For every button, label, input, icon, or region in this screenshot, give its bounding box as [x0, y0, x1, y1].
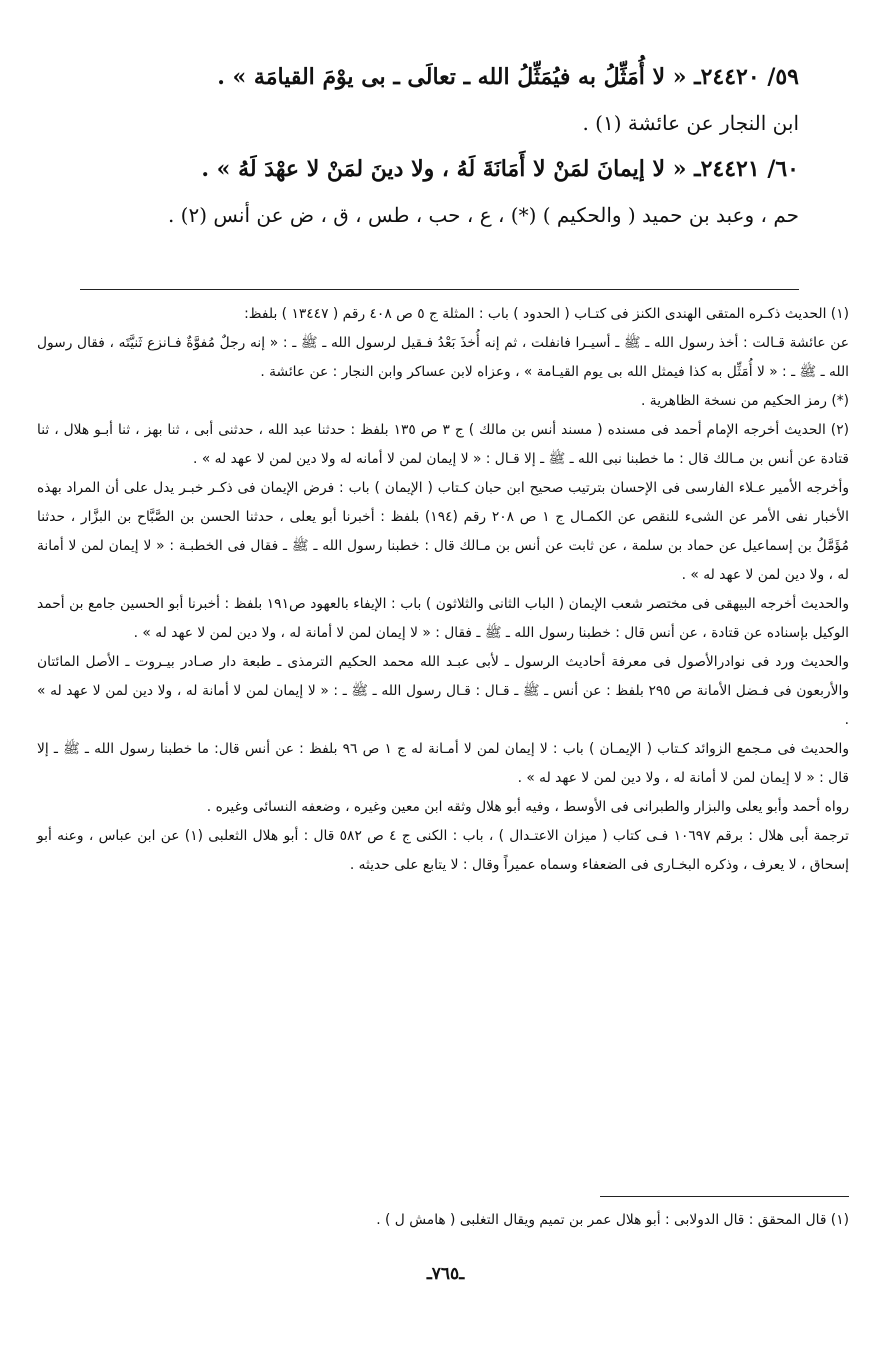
footnote-1-heading: (١) الحديث ذكـره المتقى الهندى الكنز فى كتـاب ( الحدود ) باب : المثلة ج ٥ ص ٤٠٨ رقم ( ١٣٤٤٧ ) بلفظ:	[244, 306, 849, 322]
footnote-2-mizan: ترجمة أبى هلال : برقم ١٠٦٩٧ فـى كتاب ( ميزان الاعتـدال ) ، باب : الكنى ج ٤ ص ٥٨٢ قال : أبو هلال الثعلبى (١) عن ابن عباس ، وعنه أبو إسحاق ، لا يعرف ، وذكره البخـارى فى الضعفاء وسماه عميراً وقال : لا يتابع على حديثه .	[37, 828, 850, 873]
secondary-footnote-divider	[600, 1196, 849, 1197]
footnotes	[37, 300, 849, 880]
footnote-divider	[80, 289, 799, 290]
hadith-59-source: ابن النجار عن عائشة (١) .	[582, 111, 799, 135]
secondary-footnote: (١) قال المحقق : قال الدولابى : أبو هلال عمر بن تميم ويقال التغلبى ( هامش ل ) .	[376, 1212, 849, 1228]
footnote-2: (٢) الحديث أخرجه الإمام أحمد فى مسنده ( مسند أنس بن مالك ) ج ٣ ص ١٣٥ بلفظ : حدثنا عبد الله ، حدثنى أبى ، ثنا بهز ، ثنا أبـو هلال ، ثنا قتادة عن أنس بن مـالك قال : ما خطبنا نبى الله ـ ﷺ ـ إلا قـال : « لا إيمان لمن لا أمانه له ولا دين لمن لا عهد له » .	[37, 422, 850, 467]
hadith-60-source: حم ، وعبد بن حميد ( والحكيم ) (*) ، ع ، حب ، طس ، ق ، ض عن أنس (٢) .	[167, 203, 799, 227]
footnote-star: (*) رمز الحكيم من نسخة الظاهرية .	[641, 393, 849, 409]
footnote-2-ibn-hibban: وأخرجه الأمير عـلاء الفارسى فى الإحسان بترتيب صحيح ابن حبان كـتاب ( الإيمان ) باب : فرض الإيمان فى ذكـر خبـر يدل على أن المراد بهذه الأخبار نفى الأمر عن الشىء للنقص عن الكمـال ج ١ ص ٢٠٨ رقم (١٩٤) بلفظ : أخبرنا أبو يعلى ، حدثنا الحسن بن الصَّبَّاح بن البزَّار ، حدثنا مُؤَمَّلُ بن إسماعيل عن حماد بن سلمة ، عن ثابت عن أنس بن مـالك قال : خطبنا رسول الله ـ ﷺ ـ فقال فى الخطبـة : « لا إيمان لمن لا أمانة له ، ولا دين لمن لا عهد له » .	[37, 480, 850, 583]
footnote-2-nawadir: والحديث ورد فى نوادرالأصول فى معرفة أحاديث الرسول ـ لأبى عبـد الله محمد الحكيم الترمذى ـ طبعة دار صـادر بيـروت ـ الأصل المائتان والأربعون فى فـضل الأمانة ص ٢٩٥ بلفظ : عن أنس ـ ﷺ ـ قـال : قـال رسول الله ـ ﷺ ـ : « لا إيمان لمن لا أمانة له ، ولا دين لمن لا عهد له » .	[37, 654, 849, 728]
footnote-2-bayhaqi: والحديث أخرجه البيهقى فى مختصر شعب الإيمان ( الباب الثانى والثلاثون ) باب : الإيفاء بالعهود ص١٩١ بلفظ : أخبرنا أبو الحسين جامع بن أحمد الوكيل بإسناده عن قتادة ، عن أنس قال : خطبنا رسول الله ـ ﷺ ـ فقال : « لا إيمان لمن لا أمانة له ، ولا دين لمن لا عهد له » .	[37, 596, 849, 641]
hadith-59: ٥٩/ ٢٤٤٢٠ـ « لا أُمَثِّلُ به فيُمَثِّلُ الله ـ تعالَى ـ بى يوْمَ القيامَة » .	[217, 64, 799, 90]
footnote-1-body: عن عائشة قـالت : أخذ رسول الله ـ ﷺ ـ أسيـرا فانفلت ، ثم إنه أُخذَ بَعْدُ فـقيل لرسول الله ـ ﷺ ـ : « إنه رجلٌ مُفوَّةٌ فـانزع ثَنيَّتَه ، فقال رسول الله ـ ﷺ ـ : « لا أُمَثِّل به كذا فيمثل الله بى يوم القيـامة » ، وعزاه لابن عساكر وابن النجار : عن عائشة .	[37, 335, 849, 380]
hadith-60: ٦٠/ ٢٤٤٢١ـ « لا إيمانَ لمَنْ لا أَمَانَةَ لَهُ ، ولا دينَ لمَنْ لا عهْدَ لَهُ » .	[201, 156, 799, 182]
footnote-2-majma: والحديث فى مـجمع الزوائد كـتاب ( الإيمـان ) باب : لا إيمان لمن لا أمـانة له ج ١ ص ٩٦ بلفظ : عن أنس قال: ما خطبنا رسول الله ـ ﷺ ـ إلا قال : « لا إيمان لمن لا أمانة له ، ولا دين لمن لا عهد له » .	[37, 741, 849, 786]
footnote-2-narrators: رواه أحمد وأبو يعلى والبزار والطبرانى فى الأوسط ، وفيه أبو هلال وثقه ابن معين وغيره ، وضعفه النسائى وغيره .	[206, 799, 849, 815]
main-text	[79, 62, 799, 230]
page-number: ـ٧٦٥ـ	[426, 1264, 465, 1284]
